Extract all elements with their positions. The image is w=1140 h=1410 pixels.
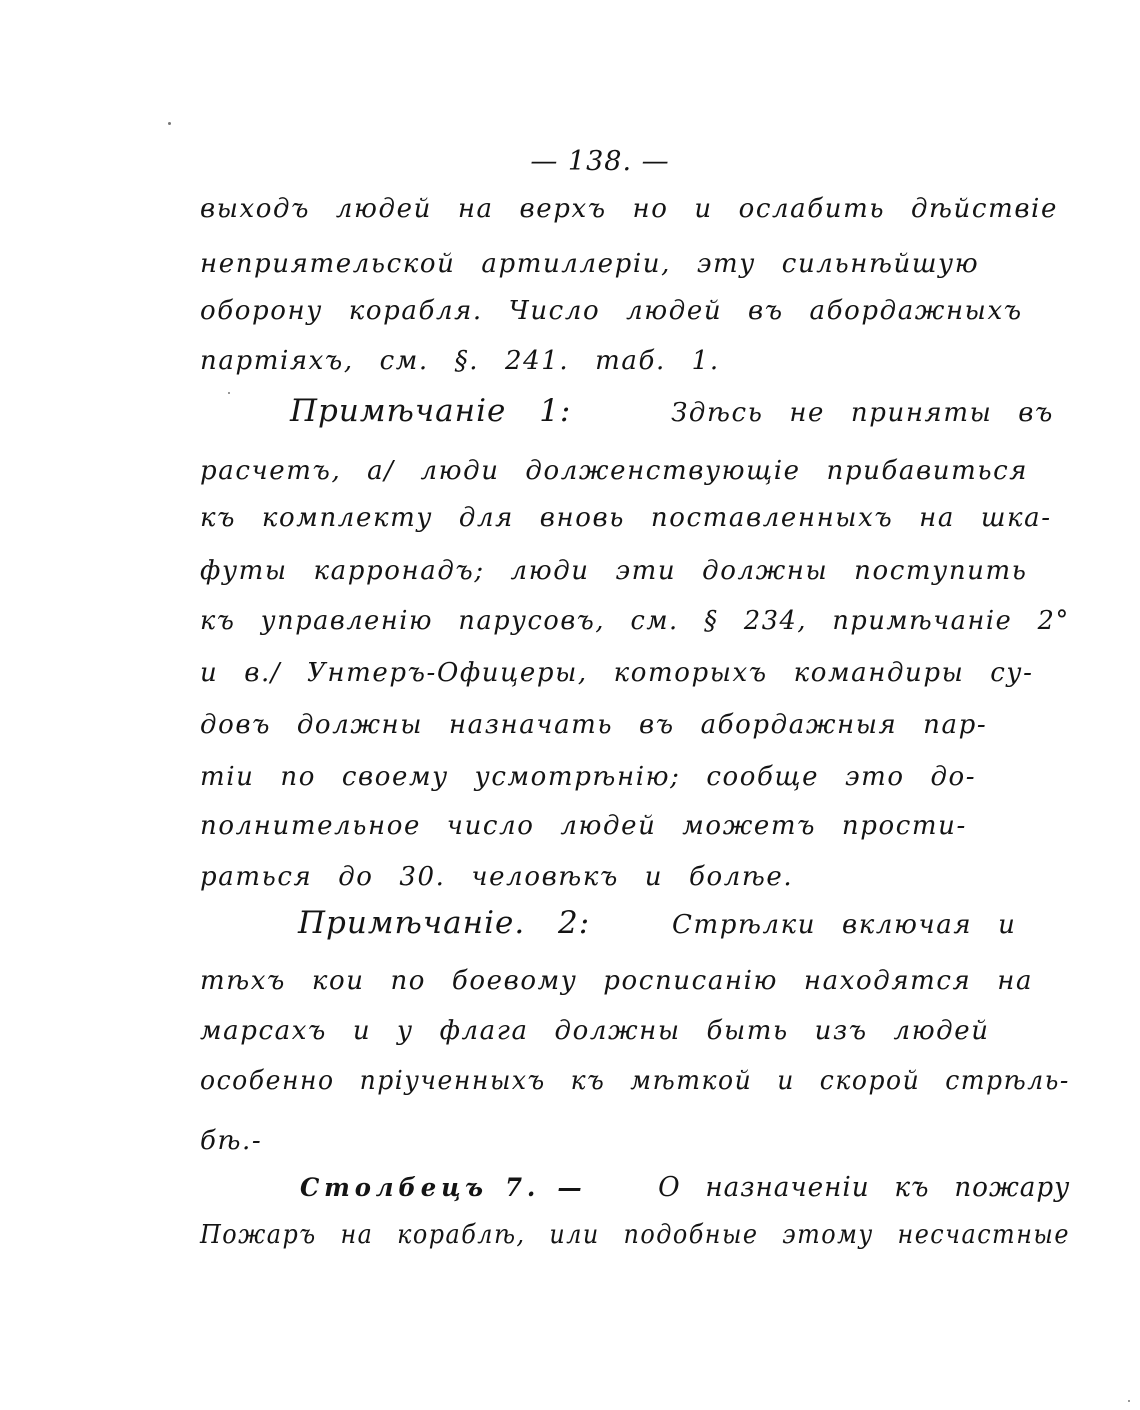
text-line: партіяхъ, см. §. 241. таб. 1.	[200, 346, 720, 376]
text-line: бѣ.-	[200, 1126, 263, 1156]
note-2	[298, 905, 1017, 941]
column-label: Столбецъ 7. —	[300, 1173, 587, 1202]
text-line: футы карронадъ; люди эти должны поступить	[200, 556, 1028, 586]
text-line: выходъ людей на верхъ но и ослабить дѣйствіе	[200, 194, 1058, 224]
text-line: довъ должны назначать въ абордажныя пар-	[200, 710, 988, 740]
column-heading	[300, 1174, 1070, 1201]
text-line: особенно пріученныхъ къ мѣткой и скорой стрѣль-	[200, 1066, 1070, 1096]
text-line: полнительное число людей можетъ прости-	[200, 811, 967, 841]
note-1-text: Здѣсь не приняты въ	[671, 398, 1054, 428]
column-title: О назначеніи къ пожару	[658, 1172, 1071, 1203]
paper-speck	[1128, 1400, 1130, 1402]
text-line: раться до 30. человѣкъ и болѣе.	[200, 862, 794, 892]
text-line: къ комплекту для вновь поставленныхъ на шка-	[200, 503, 1052, 533]
note-1	[290, 393, 1054, 429]
text-line: расчетъ, а/ люди долженствующіе прибавиться	[200, 456, 1029, 486]
text-line: марсахъ и у флага должны быть изъ людей	[200, 1016, 990, 1046]
text-line: Пожаръ на кораблѣ, или подобные этому несчастные	[200, 1220, 1070, 1250]
text-line: тѣхъ кои по боевому росписанію находятся на	[200, 966, 1034, 996]
note-1-heading: Примѣчаніе 1:	[290, 393, 572, 429]
page-number: — 138. —	[530, 146, 670, 177]
note-2-heading: Примѣчаніе. 2:	[298, 905, 591, 941]
note-2-text: Стрѣлки включая и	[671, 910, 1017, 940]
text-line: къ управленію парусовъ, см. § 234, примѣчаніе 2°	[200, 606, 1070, 636]
text-line: неприятельской артиллеріи, эту сильнѣйшую	[200, 249, 980, 279]
paper-speck	[228, 392, 230, 394]
paper-speck	[168, 122, 171, 125]
text-line: тіи по своему усмотрѣнію; сообще это до-	[200, 762, 977, 792]
text-line: оборону корабля. Число людей въ абордажныхъ	[200, 296, 1023, 326]
text-line: и в./ Унтеръ-Офицеры, которыхъ командиры су-	[200, 658, 1034, 688]
